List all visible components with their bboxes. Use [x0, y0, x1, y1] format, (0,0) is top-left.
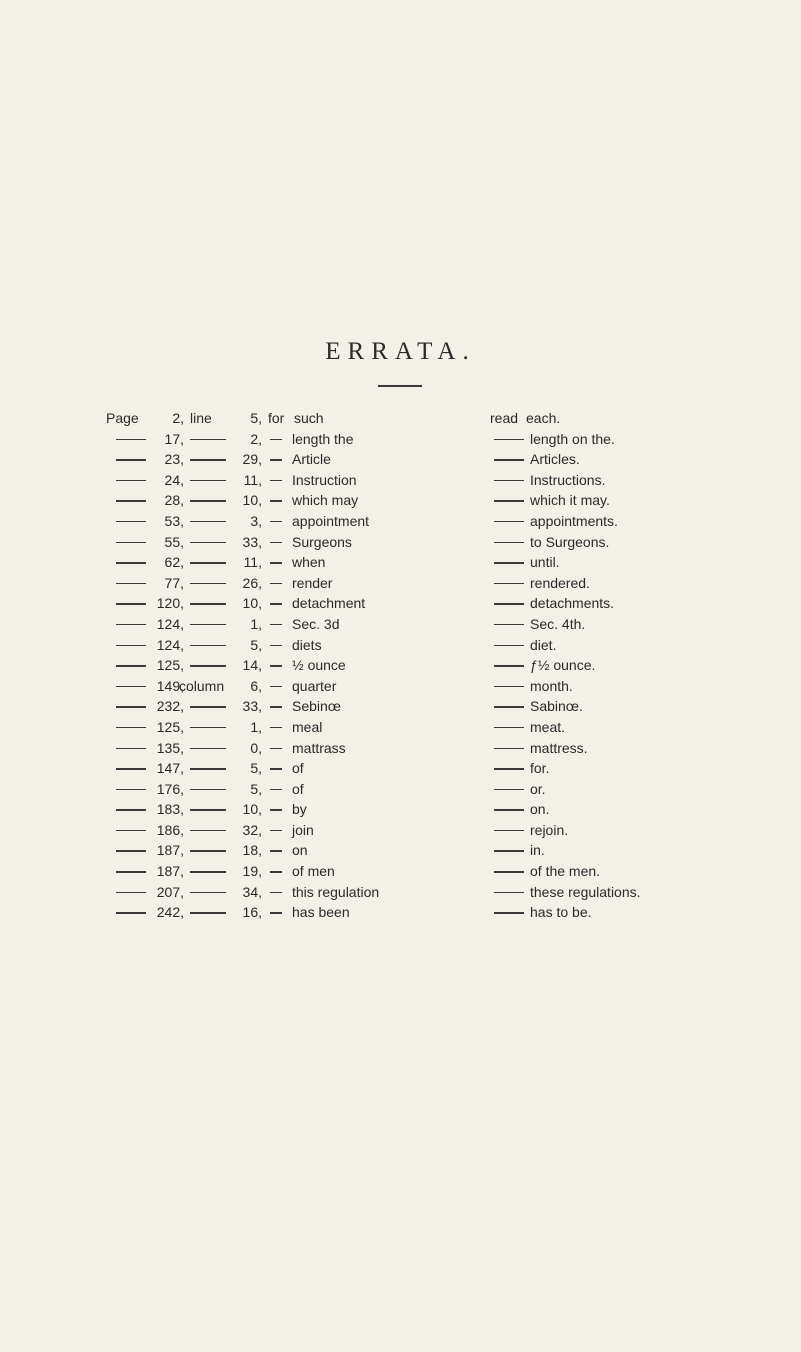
corrected-text: detachments.	[530, 595, 615, 612]
ditto-dash	[270, 562, 282, 564]
ditto-dash	[116, 850, 146, 852]
ditto-dash	[494, 480, 524, 482]
corrected-text: of the men.	[530, 863, 601, 880]
erroneous-text: of	[292, 760, 304, 777]
ditto-dash	[494, 809, 524, 811]
errata-row	[0, 573, 801, 594]
errata-row	[0, 758, 801, 779]
ditto-dash	[270, 850, 282, 852]
page-number: 187,	[156, 863, 184, 880]
erroneous-text: Instruction	[292, 471, 357, 488]
corrected-text: Sabinœ.	[530, 698, 583, 715]
page-number: 77,	[164, 574, 184, 591]
line-number: 1,	[250, 718, 262, 735]
line-label: column	[179, 677, 225, 694]
page-number: 24,	[164, 471, 184, 488]
ditto-dash	[190, 830, 226, 832]
ditto-dash	[190, 500, 226, 502]
page-number: 2,	[172, 410, 184, 426]
ditto-dash	[190, 809, 226, 811]
ditto-dash	[494, 603, 524, 605]
ditto-dash	[494, 850, 524, 852]
line-number: 6,	[250, 677, 262, 694]
ditto-dash	[116, 665, 146, 667]
erroneous-text: ½ ounce	[292, 657, 346, 674]
ditto-dash	[270, 645, 282, 647]
errata-row	[0, 882, 801, 903]
errata-row	[0, 840, 801, 861]
corrected-text: month.	[530, 677, 573, 694]
line-number: 2,	[250, 430, 262, 447]
line-number: 29,	[242, 451, 262, 468]
page-number: 186,	[156, 821, 184, 838]
line-number: 10,	[242, 492, 262, 509]
ditto-dash	[190, 542, 226, 544]
erroneous-text: mattrass	[292, 739, 346, 756]
ditto-dash	[494, 624, 524, 626]
page-number: 120,	[156, 595, 184, 612]
ditto-dash	[190, 583, 226, 585]
title-rule	[378, 385, 422, 387]
ditto-dash	[270, 583, 282, 585]
ditto-dash	[116, 542, 146, 544]
line-number: 26,	[242, 574, 262, 591]
errata-row	[0, 470, 801, 491]
ditto-dash	[494, 459, 524, 461]
line-label: line	[190, 410, 212, 426]
errata-row	[0, 552, 801, 573]
corrected-text: ƒ½ ounce.	[530, 657, 596, 674]
errata-row	[0, 779, 801, 800]
line-number: 34,	[242, 883, 262, 900]
ditto-dash	[494, 768, 524, 770]
errata-row	[0, 593, 801, 614]
ditto-dash	[494, 686, 524, 688]
ditto-dash	[270, 500, 282, 502]
ditto-dash	[270, 603, 282, 605]
page-number: 135,	[156, 739, 184, 756]
ditto-dash	[494, 871, 524, 873]
erroneous-text: join	[292, 821, 314, 838]
page-label: Page	[106, 410, 139, 426]
corrected-text: rejoin.	[530, 821, 569, 838]
ditto-dash	[494, 748, 524, 750]
page-title: ERRATA.	[325, 338, 476, 365]
erroneous-text: by	[292, 801, 307, 818]
ditto-dash	[190, 727, 226, 729]
ditto-dash	[116, 727, 146, 729]
ditto-dash	[270, 439, 282, 441]
corrected-text: on.	[530, 801, 550, 818]
ditto-dash	[190, 645, 226, 647]
ditto-dash	[494, 583, 524, 585]
line-number: 32,	[242, 821, 262, 838]
ditto-dash	[116, 748, 146, 750]
line-number: 0,	[250, 739, 262, 756]
page-number: 149,	[156, 677, 184, 694]
line-number: 19,	[242, 863, 262, 880]
errata-row	[0, 490, 801, 511]
ditto-dash	[494, 439, 524, 441]
ditto-dash	[494, 562, 524, 564]
corrected-text: appointments.	[530, 512, 618, 529]
ditto-dash	[494, 912, 524, 914]
page-number: 125,	[156, 657, 184, 674]
erroneous-text: of men	[292, 863, 335, 880]
page-number: 187,	[156, 842, 184, 859]
ditto-dash	[494, 500, 524, 502]
corrected-text: which it may.	[530, 492, 610, 509]
errata-row	[0, 820, 801, 841]
errata-row	[0, 635, 801, 656]
ditto-dash	[116, 459, 146, 461]
ditto-dash	[190, 439, 226, 441]
ditto-dash	[494, 645, 524, 647]
errata-table	[0, 408, 801, 923]
ditto-dash	[270, 459, 282, 461]
errata-row	[0, 511, 801, 532]
ditto-dash	[270, 830, 282, 832]
line-number: 5,	[250, 780, 262, 797]
ditto-dash	[270, 727, 282, 729]
ditto-dash	[116, 789, 146, 791]
ditto-dash	[270, 789, 282, 791]
erroneous-text: meal	[292, 718, 323, 735]
ditto-dash	[116, 645, 146, 647]
page-number: 124,	[156, 615, 184, 632]
line-number: 5,	[250, 410, 262, 426]
corrected-text: has to be.	[530, 904, 592, 921]
page-number: 183,	[156, 801, 184, 818]
errata-row	[0, 676, 801, 697]
corrected-text: until.	[530, 554, 560, 571]
ditto-dash	[190, 850, 226, 852]
corrected-text: to Surgeons.	[530, 533, 610, 550]
erroneous-text: Surgeons	[292, 533, 352, 550]
corrected-text: Sec. 4th.	[530, 615, 586, 632]
page-number: 147,	[156, 760, 184, 777]
ditto-dash	[116, 603, 146, 605]
ditto-dash	[270, 542, 282, 544]
erroneous-text: appointment	[292, 512, 370, 529]
for-label: for	[268, 410, 285, 426]
ditto-dash	[270, 768, 282, 770]
ditto-dash	[116, 912, 146, 914]
errata-rows	[0, 429, 801, 923]
ditto-dash	[190, 871, 226, 873]
erroneous-text: this regulation	[292, 883, 380, 900]
page-number: 17,	[164, 430, 184, 447]
errata-row	[0, 449, 801, 470]
page-number: 125,	[156, 718, 184, 735]
erroneous-text: Sebinœ	[292, 698, 342, 715]
erroneous-text: when	[292, 554, 326, 571]
ditto-dash	[270, 871, 282, 873]
errata-row	[0, 614, 801, 635]
ditto-dash	[116, 521, 146, 523]
errata-row	[0, 902, 801, 923]
page-number: 176,	[156, 780, 184, 797]
ditto-dash	[190, 706, 226, 708]
erroneous-text: detachment	[292, 595, 366, 612]
ditto-dash	[494, 665, 524, 667]
ditto-dash	[190, 892, 226, 894]
ditto-dash	[190, 624, 226, 626]
ditto-dash	[190, 768, 226, 770]
page-number: 53,	[164, 512, 184, 529]
ditto-dash	[270, 892, 282, 894]
page-number: 62,	[164, 554, 184, 571]
errata-row	[0, 532, 801, 553]
ditto-dash	[270, 521, 282, 523]
line-number: 1,	[250, 615, 262, 632]
line-number: 10,	[242, 595, 262, 612]
ditto-dash	[270, 480, 282, 482]
errata-row	[0, 738, 801, 759]
ditto-dash	[116, 624, 146, 626]
line-number: 33,	[242, 698, 262, 715]
read-label: read	[490, 410, 519, 426]
page-number: 242,	[156, 904, 184, 921]
ditto-dash	[270, 748, 282, 750]
ditto-dash	[270, 809, 282, 811]
erroneous-text: has been	[292, 904, 350, 921]
ditto-dash	[116, 500, 146, 502]
erroneous-text: diets	[292, 636, 322, 653]
page-number: 23,	[164, 451, 184, 468]
ditto-dash	[494, 542, 524, 544]
corrected-text: Instructions.	[530, 471, 606, 488]
erroneous-text: which may	[292, 492, 359, 509]
line-number: 11,	[243, 471, 262, 488]
ditto-dash	[190, 521, 226, 523]
line-number: 10,	[242, 801, 262, 818]
ditto-dash	[190, 480, 226, 482]
line-number: 18,	[242, 842, 262, 859]
corrected-text: rendered.	[530, 574, 590, 591]
line-number: 5,	[250, 636, 262, 653]
errata-row	[0, 717, 801, 738]
ditto-dash	[116, 809, 146, 811]
ditto-dash	[116, 583, 146, 585]
ditto-dash	[494, 727, 524, 729]
errata-row	[0, 799, 801, 820]
errata-row	[0, 696, 801, 717]
page-number: 232,	[156, 698, 184, 715]
erroneous-text: length the	[292, 430, 354, 447]
erroneous-text: render	[292, 574, 333, 591]
erroneous-text: Article	[292, 451, 331, 468]
erroneous-text: of	[292, 780, 304, 797]
line-number: 33,	[242, 533, 262, 550]
errata-row	[0, 861, 801, 882]
ditto-dash	[116, 562, 146, 564]
ditto-dash	[190, 789, 226, 791]
corrected-text: these regulations.	[530, 883, 641, 900]
ditto-dash	[190, 459, 226, 461]
erroneous-text: on	[292, 842, 308, 859]
ditto-dash	[270, 912, 282, 914]
ditto-dash	[270, 706, 282, 708]
ditto-dash	[494, 706, 524, 708]
corrected-text: meat.	[530, 718, 566, 735]
corrected-text: for.	[530, 760, 550, 777]
ditto-dash	[494, 521, 524, 523]
ditto-dash	[116, 768, 146, 770]
corrected-text: diet.	[530, 636, 557, 653]
ditto-dash	[190, 562, 226, 564]
page-number: 124,	[156, 636, 184, 653]
ditto-dash	[494, 830, 524, 832]
corrected-text: length on the.	[530, 430, 615, 447]
page-number: 55,	[164, 533, 184, 550]
page-number: 28,	[164, 492, 184, 509]
ditto-dash	[190, 912, 226, 914]
line-number: 14,	[242, 657, 262, 674]
ditto-dash	[270, 686, 282, 688]
errata-header-row	[0, 408, 801, 429]
ditto-dash	[116, 686, 146, 688]
ditto-dash	[116, 892, 146, 894]
ditto-dash	[116, 706, 146, 708]
ditto-dash	[190, 603, 226, 605]
ditto-dash	[494, 892, 524, 894]
ditto-dash	[190, 748, 226, 750]
erroneous-text: Sec. 3d	[292, 615, 340, 632]
line-number: 3,	[250, 512, 262, 529]
ditto-dash	[494, 789, 524, 791]
line-number: 11,	[243, 554, 262, 571]
corrected-text: or.	[530, 780, 546, 797]
corrected-text: Articles.	[530, 451, 580, 468]
ditto-dash	[116, 439, 146, 441]
errata-row	[0, 655, 801, 676]
corrected-text: each.	[526, 410, 561, 426]
line-number: 5,	[250, 760, 262, 777]
ditto-dash	[116, 830, 146, 832]
corrected-text: mattress.	[530, 739, 588, 756]
ditto-dash	[116, 871, 146, 873]
line-number: 16,	[242, 904, 262, 921]
erroneous-text: quarter	[292, 677, 337, 694]
ditto-dash	[270, 624, 282, 626]
errata-row	[0, 429, 801, 450]
corrected-text: in.	[530, 842, 545, 859]
erroneous-text: such	[294, 410, 324, 426]
ditto-dash	[270, 665, 282, 667]
page-number: 207,	[156, 883, 184, 900]
ditto-dash	[116, 480, 146, 482]
ditto-dash	[190, 665, 226, 667]
